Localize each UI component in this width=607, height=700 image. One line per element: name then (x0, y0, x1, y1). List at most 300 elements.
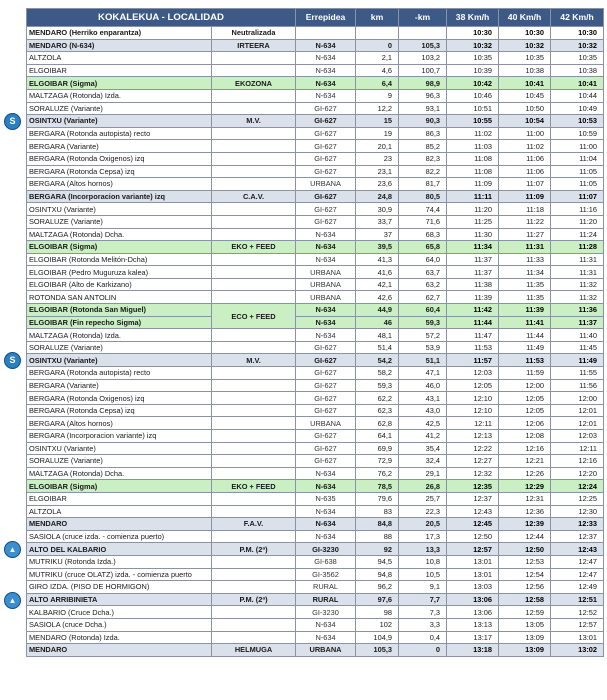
cell-time-40: 13:05 (499, 618, 551, 631)
table-row (27, 102, 604, 115)
cell-km: 4,6 (356, 64, 399, 77)
cell-time-42: 11:04 (551, 152, 604, 165)
timetable-body (27, 27, 604, 657)
cell-locality: SASIOLA (cruce Dcha.) (27, 618, 212, 631)
cell-locality: SORALUZE (Variante) (27, 341, 212, 354)
cell-time-38: 11:37 (447, 253, 499, 266)
cell-road (296, 27, 356, 40)
cell-road: GI-627 (296, 215, 356, 228)
cell-time-38: 11:03 (447, 140, 499, 153)
cell-locality: BERGARA (Rotonda Oxigenos) izq (27, 152, 212, 165)
cell-time-40: 10:38 (499, 64, 551, 77)
cell-locality: GIRO IZDA. (PISO DE HORMIGON) (27, 581, 212, 594)
cell-time-40: 11:00 (499, 127, 551, 140)
cell-time-42: 11:28 (551, 241, 604, 254)
cell-time-42: 11:05 (551, 178, 604, 191)
table-row (27, 404, 604, 417)
cell-time-38: 12:37 (447, 492, 499, 505)
table-row (27, 379, 604, 392)
cell-road: URBANA (296, 644, 356, 657)
cell-note (212, 404, 296, 417)
cell-time-38: 13:06 (447, 593, 499, 606)
cell-km: 59,3 (356, 379, 399, 392)
cell-road: GI-627 (296, 442, 356, 455)
cell-km: 62,3 (356, 404, 399, 417)
cell-km: 69,9 (356, 442, 399, 455)
cell-time-42: 12:43 (551, 543, 604, 556)
cell-minus-km: 93,1 (399, 102, 447, 115)
cell-note (212, 266, 296, 279)
cell-time-38: 10:55 (447, 115, 499, 128)
cell-minus-km: 46,0 (399, 379, 447, 392)
cell-km: 62,8 (356, 417, 399, 430)
cell-locality: MALTZAGA (Rotonda) Izda. (27, 89, 212, 102)
cell-note (212, 530, 296, 543)
cell-note (212, 152, 296, 165)
table-row (27, 581, 604, 594)
cell-road: GI-627 (296, 341, 356, 354)
cell-km: 39,5 (356, 241, 399, 254)
cell-locality: MENDARO (Rotonda) Izda. (27, 631, 212, 644)
cell-locality: ELGOIBAR (Pedro Muguruza kalea) (27, 266, 212, 279)
cell-km: 72,9 (356, 455, 399, 468)
cell-locality: ELGOIBAR (Sigma) (27, 480, 212, 493)
cell-note (212, 455, 296, 468)
cell-km: 30,9 (356, 203, 399, 216)
cell-minus-km: 96,3 (399, 89, 447, 102)
table-row (27, 178, 604, 191)
table-row (27, 555, 604, 568)
cell-road: GI-627 (296, 190, 356, 203)
cell-note: EKO + FEED (212, 241, 296, 254)
table-row (27, 278, 604, 291)
cell-note (212, 52, 296, 65)
cell-time-40: 11:39 (499, 304, 551, 317)
cell-minus-km: 71,6 (399, 215, 447, 228)
cell-km: 78,5 (356, 480, 399, 493)
cell-km (356, 27, 399, 40)
cell-locality: BERGARA (Incorporacion variante) izq (27, 430, 212, 443)
cell-road: RURAL (296, 581, 356, 594)
cell-time-42: 11:31 (551, 253, 604, 266)
cell-locality: MENDARO (27, 644, 212, 657)
table-row (27, 417, 604, 430)
cell-minus-km: 81,7 (399, 178, 447, 191)
table-row (27, 467, 604, 480)
cell-km: 23,1 (356, 165, 399, 178)
cell-locality: OSINTXU (Variante) (27, 203, 212, 216)
cell-note (212, 392, 296, 405)
cell-minus-km: 0 (399, 644, 447, 657)
cell-note (212, 467, 296, 480)
cell-locality: ALTZOLA (27, 52, 212, 65)
table-row (27, 354, 604, 367)
cell-time-38: 13:18 (447, 644, 499, 657)
header-km: km (356, 9, 399, 27)
header-locality: KOKALEKUA - LOCALIDAD (27, 9, 296, 27)
sprint-icon: S (4, 113, 21, 130)
cell-time-40: 11:33 (499, 253, 551, 266)
header-row (27, 9, 604, 27)
cell-time-38: 11:08 (447, 152, 499, 165)
table-row (27, 543, 604, 556)
table-row (27, 115, 604, 128)
cell-note: EKO + FEED (212, 480, 296, 493)
cell-time-40: 11:06 (499, 152, 551, 165)
cell-time-38: 12:05 (447, 379, 499, 392)
cell-time-40: 12:00 (499, 379, 551, 392)
cell-minus-km: 3,3 (399, 618, 447, 631)
cell-note: F.A.V. (212, 518, 296, 531)
cell-locality: MUTRIKU (Rotonda Izda.) (27, 555, 212, 568)
cell-note (212, 492, 296, 505)
cell-locality: ELGOIBAR (Fin repecho Sigma) (27, 316, 212, 329)
cell-time-38: 11:34 (447, 241, 499, 254)
cell-road: N-634 (296, 39, 356, 52)
cell-note (212, 89, 296, 102)
cell-note: Neutralizada (212, 27, 296, 40)
cell-km: 37 (356, 228, 399, 241)
cell-note (212, 127, 296, 140)
cell-time-40: 13:09 (499, 644, 551, 657)
cell-note: IRTEERA (212, 39, 296, 52)
cell-time-38: 11:08 (447, 165, 499, 178)
cell-time-40: 12:56 (499, 581, 551, 594)
cell-road: N-634 (296, 228, 356, 241)
cell-minus-km: 26,8 (399, 480, 447, 493)
cell-km: 51,4 (356, 341, 399, 354)
table-row (27, 291, 604, 304)
cell-minus-km: 25,7 (399, 492, 447, 505)
cell-time-38: 11:02 (447, 127, 499, 140)
cell-minus-km: 98,9 (399, 77, 447, 90)
cell-road: URBANA (296, 291, 356, 304)
cell-minus-km: 41,2 (399, 430, 447, 443)
cell-locality: KALBARIO (Cruce Dcha.) (27, 606, 212, 619)
cell-time-38: 12:10 (447, 404, 499, 417)
cell-road: N-635 (296, 492, 356, 505)
table-row (27, 140, 604, 153)
cell-note: M.V. (212, 115, 296, 128)
cell-minus-km: 53,9 (399, 341, 447, 354)
cell-note (212, 102, 296, 115)
cell-road: GI-627 (296, 165, 356, 178)
cell-note: M.V. (212, 354, 296, 367)
table-row (27, 618, 604, 631)
cell-locality: SORALUZE (Variante) (27, 455, 212, 468)
cell-road: N-634 (296, 505, 356, 518)
cell-time-42: 10:41 (551, 77, 604, 90)
cell-time-42: 12:47 (551, 568, 604, 581)
cell-locality: ELGOIBAR (Rotonda San Miguel) (27, 304, 212, 317)
cell-note: ECO + FEED (212, 304, 296, 329)
cell-time-38: 11:53 (447, 341, 499, 354)
cell-road: GI-627 (296, 152, 356, 165)
cell-time-40: 11:59 (499, 367, 551, 380)
table-row (27, 568, 604, 581)
cell-time-40: 11:44 (499, 329, 551, 342)
table-row (27, 253, 604, 266)
table-row (27, 593, 604, 606)
table-row (27, 367, 604, 380)
cell-road: N-634 (296, 316, 356, 329)
cell-time-40: 11:22 (499, 215, 551, 228)
header-speed-40: 40 Km/h (499, 9, 551, 27)
cell-road: N-634 (296, 480, 356, 493)
cell-locality: OSINTXU (Variante) (27, 354, 212, 367)
cell-time-38: 13:13 (447, 618, 499, 631)
cell-time-38: 12:45 (447, 518, 499, 531)
cell-time-40: 11:07 (499, 178, 551, 191)
cell-road: GI-627 (296, 115, 356, 128)
table-row (27, 77, 604, 90)
cell-minus-km: 13,3 (399, 543, 447, 556)
cell-note (212, 417, 296, 430)
cell-time-40: 12:59 (499, 606, 551, 619)
cell-time-40: 12:06 (499, 417, 551, 430)
cell-note: P.M. (2ª) (212, 543, 296, 556)
cell-time-38: 13:06 (447, 606, 499, 619)
cell-time-40: 12:54 (499, 568, 551, 581)
cell-time-40: 12:50 (499, 543, 551, 556)
cell-time-38: 12:35 (447, 480, 499, 493)
cell-time-38: 11:30 (447, 228, 499, 241)
cell-time-38: 11:38 (447, 278, 499, 291)
cell-time-38: 10:35 (447, 52, 499, 65)
header-speed-42: 42 Km/h (551, 9, 604, 27)
cell-km: 83 (356, 505, 399, 518)
cell-time-40: 10:30 (499, 27, 551, 40)
cell-minus-km: 74,4 (399, 203, 447, 216)
route-timetable (26, 8, 603, 657)
cell-time-42: 12:25 (551, 492, 604, 505)
cell-km: 19 (356, 127, 399, 140)
cell-time-42: 11:45 (551, 341, 604, 354)
cell-locality: BERGARA (Rotonda Cepsa) izq (27, 165, 212, 178)
cell-time-42: 12:33 (551, 518, 604, 531)
cell-locality: ROTONDA SAN ANTOLIN (27, 291, 212, 304)
cell-minus-km: 64,0 (399, 253, 447, 266)
cell-note (212, 291, 296, 304)
table-row (27, 455, 604, 468)
table-row (27, 304, 604, 317)
cell-time-42: 12:30 (551, 505, 604, 518)
cell-locality: ALTO ARRIBINIETA (27, 593, 212, 606)
cell-time-42: 11:07 (551, 190, 604, 203)
cell-time-38: 11:09 (447, 178, 499, 191)
cell-time-42: 11:20 (551, 215, 604, 228)
header-minus-km: -km (399, 9, 447, 27)
cell-time-40: 12:29 (499, 480, 551, 493)
cell-locality: BERGARA (Rotonda Oxigenos) izq (27, 392, 212, 405)
cell-time-40: 12:05 (499, 404, 551, 417)
cell-time-42: 12:03 (551, 430, 604, 443)
cell-time-40: 12:53 (499, 555, 551, 568)
cell-time-42: 11:49 (551, 354, 604, 367)
table-row (27, 430, 604, 443)
cell-time-38: 11:25 (447, 215, 499, 228)
cell-locality: OSINTXU (Variante) (27, 115, 212, 128)
cell-minus-km: 0,4 (399, 631, 447, 644)
cell-note (212, 618, 296, 631)
cell-time-42: 11:24 (551, 228, 604, 241)
cell-time-40: 10:41 (499, 77, 551, 90)
cell-km: 88 (356, 530, 399, 543)
cell-time-38: 10:32 (447, 39, 499, 52)
cell-minus-km: 7,7 (399, 593, 447, 606)
cell-locality: BERGARA (Rotonda autopista) recto (27, 127, 212, 140)
cell-time-42: 12:49 (551, 581, 604, 594)
cell-time-38: 13:03 (447, 581, 499, 594)
cell-road: GI-627 (296, 379, 356, 392)
cell-time-40: 12:16 (499, 442, 551, 455)
cell-locality: ELGOIBAR (Alto de Karkizano) (27, 278, 212, 291)
cell-time-40: 12:44 (499, 530, 551, 543)
cell-note (212, 178, 296, 191)
cell-km: 54,2 (356, 354, 399, 367)
cell-time-38: 11:37 (447, 266, 499, 279)
cell-time-38: 10:46 (447, 89, 499, 102)
cell-time-42: 10:59 (551, 127, 604, 140)
cell-time-40: 11:41 (499, 316, 551, 329)
cell-locality: ELGOIBAR (Sigma) (27, 241, 212, 254)
cell-km: 9 (356, 89, 399, 102)
cell-road: N-634 (296, 253, 356, 266)
cell-note (212, 203, 296, 216)
cell-road: N-634 (296, 89, 356, 102)
table-row (27, 64, 604, 77)
cell-km: 41,6 (356, 266, 399, 279)
cell-locality: ELGOIBAR (27, 64, 212, 77)
cell-minus-km: 63,7 (399, 266, 447, 279)
cell-time-40: 11:53 (499, 354, 551, 367)
cell-minus-km: 29,1 (399, 467, 447, 480)
cell-time-40: 10:54 (499, 115, 551, 128)
cell-minus-km: 103,2 (399, 52, 447, 65)
table-row (27, 165, 604, 178)
cell-time-42: 10:38 (551, 64, 604, 77)
cell-road: N-634 (296, 304, 356, 317)
cell-minus-km: 43,1 (399, 392, 447, 405)
cell-road: GI-627 (296, 140, 356, 153)
cell-time-40: 11:27 (499, 228, 551, 241)
cell-minus-km: 80,5 (399, 190, 447, 203)
cell-note (212, 329, 296, 342)
cell-locality: BERGARA (Variante) (27, 379, 212, 392)
cell-minus-km: 57,2 (399, 329, 447, 342)
cell-time-40: 11:18 (499, 203, 551, 216)
cell-time-40: 12:31 (499, 492, 551, 505)
cell-minus-km: 90,3 (399, 115, 447, 128)
cell-km: 33,7 (356, 215, 399, 228)
cell-km: 105,3 (356, 644, 399, 657)
table-row (27, 266, 604, 279)
cell-km: 58,2 (356, 367, 399, 380)
cell-road: URBANA (296, 266, 356, 279)
table-row (27, 492, 604, 505)
table-row (27, 203, 604, 216)
cell-minus-km: 20,5 (399, 518, 447, 531)
cell-time-38: 13:01 (447, 568, 499, 581)
cell-km: 20,1 (356, 140, 399, 153)
cell-minus-km: 10,8 (399, 555, 447, 568)
cell-minus-km: 85,2 (399, 140, 447, 153)
cell-minus-km: 65,8 (399, 241, 447, 254)
cell-time-42: 11:40 (551, 329, 604, 342)
cell-time-42: 11:37 (551, 316, 604, 329)
table-row (27, 52, 604, 65)
cell-time-38: 12:57 (447, 543, 499, 556)
cell-road: URBANA (296, 417, 356, 430)
cell-time-42: 11:36 (551, 304, 604, 317)
cell-minus-km (399, 27, 447, 40)
cell-time-42: 13:01 (551, 631, 604, 644)
cell-time-40: 12:05 (499, 392, 551, 405)
cell-time-42: 12:52 (551, 606, 604, 619)
cell-time-42: 10:49 (551, 102, 604, 115)
cell-time-42: 10:35 (551, 52, 604, 65)
cell-km: 12,2 (356, 102, 399, 115)
cell-minus-km: 68,3 (399, 228, 447, 241)
cell-road: N-634 (296, 631, 356, 644)
table-row (27, 341, 604, 354)
table-row (27, 442, 604, 455)
cell-minus-km: 63,2 (399, 278, 447, 291)
cell-locality: ALTO DEL KALBARIO (27, 543, 212, 556)
cell-minus-km: 82,3 (399, 152, 447, 165)
cell-road: GI-3562 (296, 568, 356, 581)
cell-minus-km: 62,7 (399, 291, 447, 304)
cell-minus-km: 32,4 (399, 455, 447, 468)
cell-time-40: 11:34 (499, 266, 551, 279)
cell-note (212, 228, 296, 241)
cell-locality: BERGARA (Rotonda Cepsa) izq (27, 404, 212, 417)
sprint-icon: S (4, 352, 21, 369)
cell-locality: MUTRIKU (cruce OLATZ) izda. - comienza puerto (27, 568, 212, 581)
cell-minus-km: 43,0 (399, 404, 447, 417)
cell-time-38: 13:17 (447, 631, 499, 644)
table-row (27, 631, 604, 644)
table-row (27, 39, 604, 52)
header-speed-38: 38 Km/h (447, 9, 499, 27)
cell-km: 76,2 (356, 467, 399, 480)
cell-note (212, 341, 296, 354)
cell-road: GI-638 (296, 555, 356, 568)
cell-road: GI-627 (296, 102, 356, 115)
cell-note (212, 367, 296, 380)
table-row (27, 228, 604, 241)
cell-locality: MENDARO (27, 518, 212, 531)
cell-minus-km: 10,5 (399, 568, 447, 581)
cell-road: N-634 (296, 77, 356, 90)
cell-road: N-634 (296, 518, 356, 531)
cell-time-38: 13:01 (447, 555, 499, 568)
cell-road: RURAL (296, 593, 356, 606)
cell-note (212, 606, 296, 619)
cell-km: 84,8 (356, 518, 399, 531)
table-row (27, 316, 604, 329)
cell-road: GI-627 (296, 354, 356, 367)
table-row (27, 190, 604, 203)
cell-road: GI-627 (296, 203, 356, 216)
cell-minus-km: 59,3 (399, 316, 447, 329)
cell-time-38: 10:39 (447, 64, 499, 77)
cell-km: 41,3 (356, 253, 399, 266)
cell-road: N-634 (296, 467, 356, 480)
cell-time-42: 12:01 (551, 417, 604, 430)
cell-locality: ELGOIBAR (27, 492, 212, 505)
cell-locality: BERGARA (Altos hornos) (27, 417, 212, 430)
